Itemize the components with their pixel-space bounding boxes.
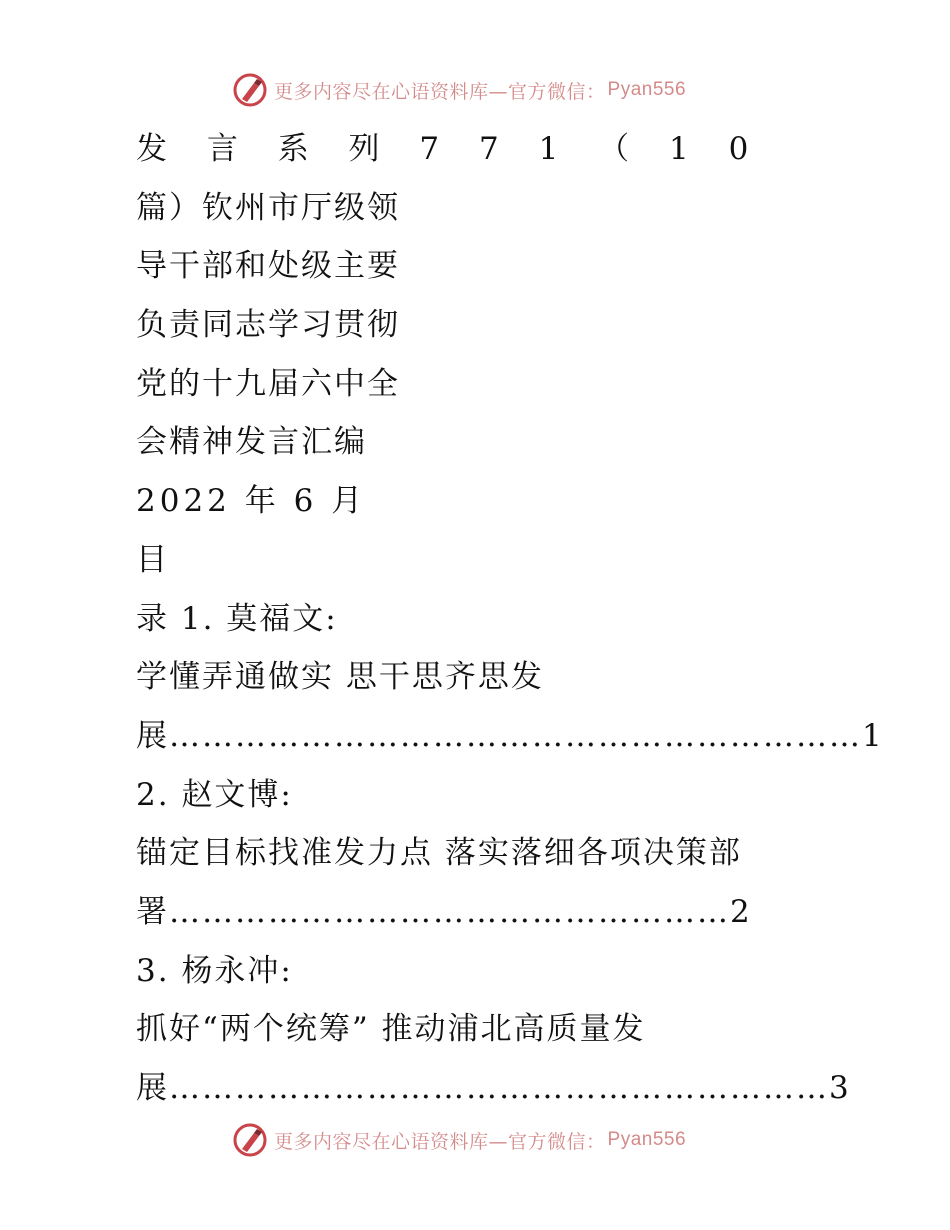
watermark-account: Pyan556 (607, 1129, 687, 1150)
toc-entry-num: 1. (180, 600, 215, 637)
toc-entry-title: 锚定目标找准发力点 落实落细各项决策部 (136, 835, 742, 872)
watermark-text: 更多内容尽在心语资料库—官方微信： (274, 1130, 606, 1153)
toc-entry-tail-char: 展 (136, 717, 169, 754)
pen-logo-icon (232, 1122, 268, 1158)
toc-leader: …………………………………………………… (169, 1070, 829, 1106)
pen-logo-icon (232, 72, 268, 108)
document-date: 2022 年 6 月 (136, 483, 367, 520)
toc-entry-num: 2. (136, 776, 170, 813)
watermark-account: Pyan556 (607, 79, 687, 100)
title-line: 负责同志学习贯彻 (136, 307, 400, 344)
toc-entry-author: 赵文博: (181, 776, 293, 813)
toc-page-number: 2 (730, 893, 752, 930)
toc-entry-tail (136, 883, 836, 942)
title-line: 发 言 系 列 7 7 1 （ 1 0 (136, 131, 764, 167)
toc-leader: ……………………………………………………… (169, 717, 862, 754)
toc-entry-3-header (136, 942, 836, 1001)
toc-entry-title: 学懂弄通做实 思干思齐思发 (136, 659, 544, 696)
toc-entry-2-header (136, 766, 836, 825)
toc-entry-num: 3. (136, 952, 170, 989)
toc-heading: 目 (136, 541, 169, 578)
toc-entry-1-header (136, 590, 836, 649)
toc-page-number: 1 (862, 717, 884, 754)
toc-heading-cont: 录 (136, 600, 169, 637)
toc-entry-tail-char: 署 (136, 893, 169, 930)
toc-page-number: 3 (829, 1070, 851, 1106)
watermark-text: 更多内容尽在心语资料库—官方微信： (274, 80, 606, 103)
toc-entry-author: 莫福文: (226, 600, 338, 637)
toc-entry-author: 杨永冲: (181, 952, 293, 989)
title-line: 导干部和处级主要 (136, 248, 400, 285)
toc-entry-tail (136, 707, 884, 766)
title-line: 会精神发言汇编 (136, 424, 367, 461)
toc-entry-tail (136, 1059, 851, 1118)
watermark-footer (232, 1120, 686, 1160)
toc-leader: …………………………………………… (169, 893, 730, 930)
document-body (136, 120, 884, 1118)
watermark-header (232, 70, 686, 110)
title-line: 篇）钦州市厅级领 (136, 189, 400, 226)
toc-entry-tail-char: 展 (136, 1070, 169, 1106)
title-line: 党的十九届六中全 (136, 365, 400, 402)
toc-entry-title: 抓好“两个统筹” 推动浦北高质量发 (136, 1011, 646, 1048)
